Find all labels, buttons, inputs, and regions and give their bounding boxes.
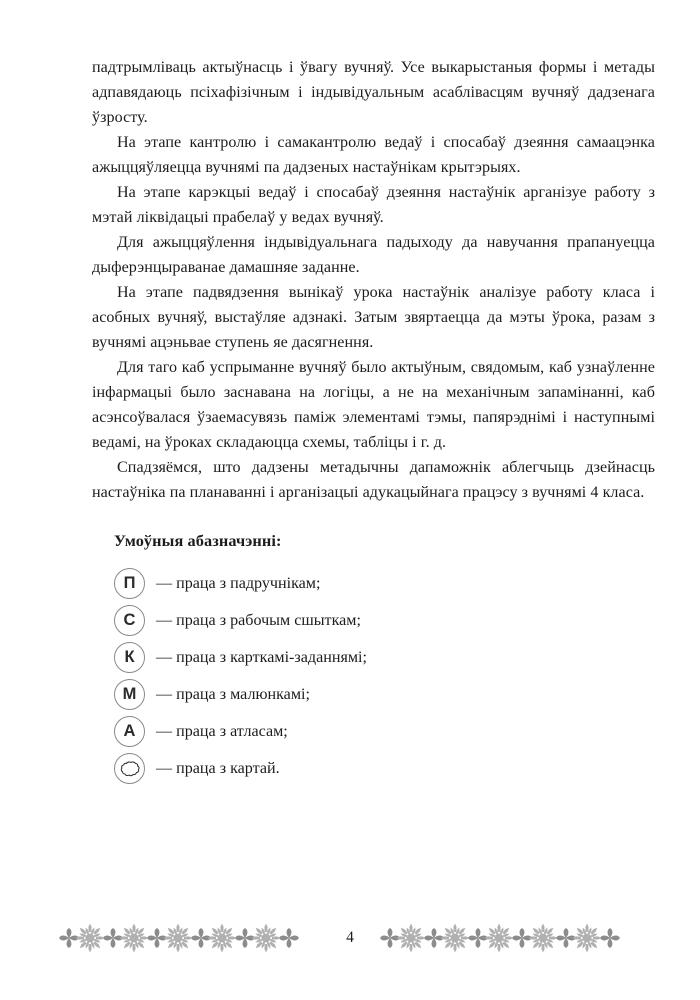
paragraph: На этапе падвядзення вынікаў урока настаўнік аналізуе работу класа і асобных вучняў, выстаўляе адзнакі. Затым звяртаецца да мэты ўрока, разам з вучнямі ацэньвае ступень яе дасягнення. [92, 284, 655, 351]
legend-symbol: М [122, 685, 137, 704]
body-text-block [92, 55, 655, 505]
legend-symbol: К [124, 648, 135, 667]
legend-item [114, 602, 594, 639]
floral-ornament-band-icon-right [378, 921, 643, 955]
legend-symbol: С [123, 611, 136, 630]
legend-symbol: А [123, 722, 136, 741]
legend-item-label: — праца з рабочым сшыткам; [156, 611, 361, 629]
legend-item-label: — праца з малюнкамі; [156, 685, 310, 703]
legend-item [114, 750, 594, 787]
paragraph: Спадзяёмся, што дадзены метадычны дапаможнік аблегчыць дзейнасць настаўніка па планаванні і арганізацыі адукацыйнага працэсу з вучнямі 4 класа. [92, 459, 655, 501]
floral-ornament-band-icon-left [57, 921, 322, 955]
legend-item [114, 565, 594, 602]
letter-s-circle-icon [114, 605, 145, 636]
legend-item [114, 713, 594, 750]
paragraph: Для таго каб успрыманне вучняў было актыўным, свядомым, каб узнаўленне інфармацыі было заснавана на логіцы, а не на механічным запамінанні, каб асэнсоўвалася ўзаемасувязь паміж элементамі тэмы, папярэднімі і наступнымі ведамі, на ўроках складаюцца схемы, табліцы і г. д. [92, 359, 655, 451]
legend-item [114, 639, 594, 676]
legend-item-label: — праца з атласам; [156, 722, 288, 740]
page-footer [0, 914, 700, 962]
legend-item-label: — праца з карткамі-заданнямі; [156, 648, 367, 666]
paragraph: падтрымліваць актыўнасць і ўвагу вучняў. Усе выкарыстаныя формы і метады адпавядаюць псіхафізічным і індывідуальным асаблівасцям вучняў дадзенага ўзросту. [92, 59, 655, 126]
legend-list [114, 565, 594, 787]
letter-m-circle-icon [114, 679, 145, 710]
paragraph: Для ажыццяўлення індывідуальнага падыходу да навучання прапануецца дыферэнцыраванае дамашняе заданне. [92, 234, 655, 276]
legend-item [114, 676, 594, 713]
belarus-map-circle-icon [114, 753, 145, 784]
legend-section [114, 531, 594, 787]
legend-title: Умоўныя абазначэнні: [114, 531, 282, 550]
legend-item-label: — праца з падручнікам; [156, 574, 321, 592]
paragraph: На этапе кантролю і самакантролю ведаў і спосабаў дзеяння самаацэнка ажыццяўляецца вучнямі па дадзеных настаўнікам крытэрыях. [92, 134, 655, 176]
letter-a-circle-icon [114, 716, 145, 747]
legend-symbol: П [123, 574, 136, 593]
legend-item-label: — праца з картай. [156, 759, 280, 777]
letter-p-circle-icon [114, 568, 145, 599]
paragraph: На этапе карэкцыі ведаў і спосабаў дзеяння настаўнік арганізуе работу з мэтай ліквідацыі прабелаў у ведах вучняў. [92, 184, 655, 226]
letter-k-circle-icon [114, 642, 145, 673]
page-number: 4 [346, 929, 354, 947]
